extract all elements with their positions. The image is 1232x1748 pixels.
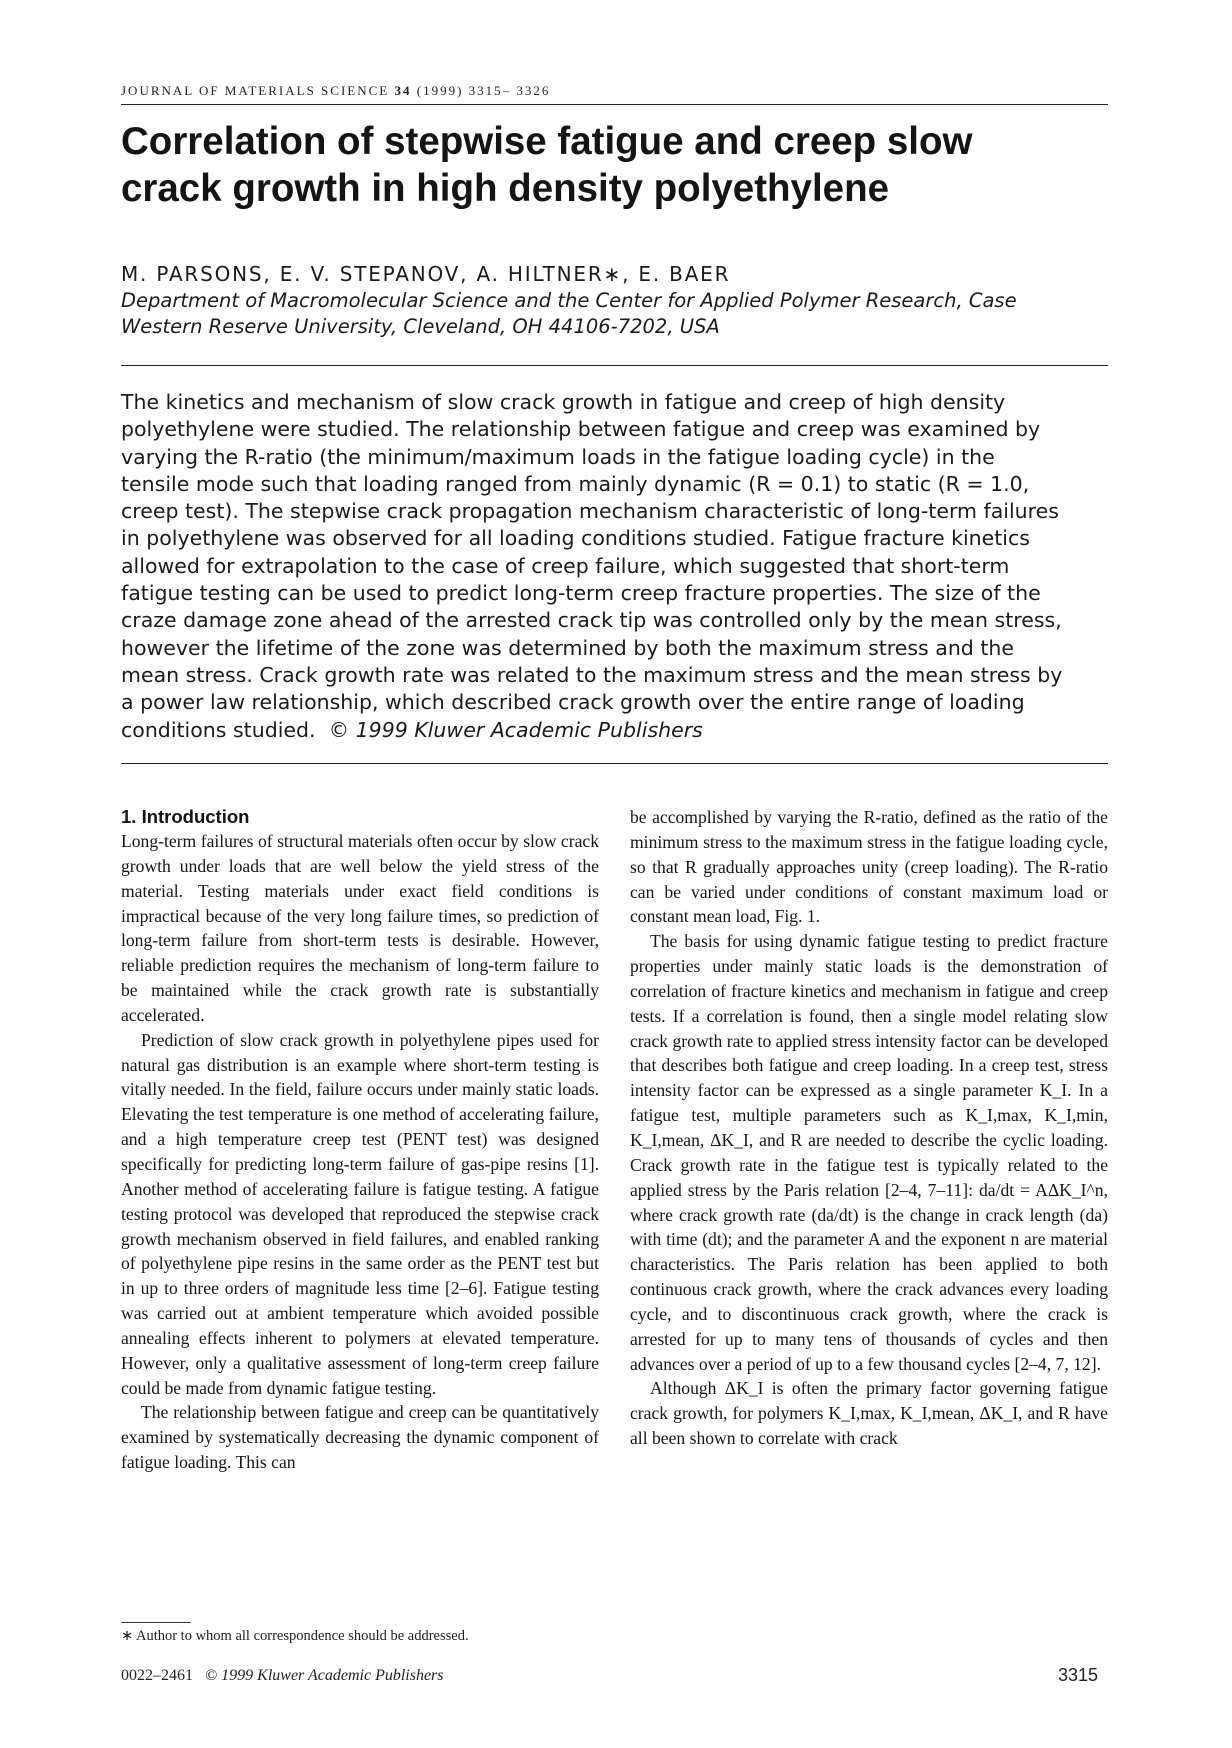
footer-copyright: © 1999 Kluwer Academic Publishers — [205, 1667, 444, 1684]
affiliation-line: Department of Macromolecular Science and the Center for Applied Polymer Research, Case — [121, 289, 1017, 312]
abstract-line: polyethylene were studied. The relationship between fatigue and creep was examined by — [121, 417, 1041, 442]
abstract-line: however the lifetime of the zone was determined by both the maximum stress and the — [121, 635, 1014, 660]
abstract-last-text: conditions studied. — [121, 717, 316, 742]
title-line: Correlation of stepwise fatigue and creep slow — [121, 120, 973, 163]
footnote-rule — [121, 1622, 191, 1623]
body-paragraph: Long-term failures of structural materials often occur by slow crack growth under loads that are well below the yield stress of the material. Testing materials under exact field conditions is impractical because of the very long failure times, so prediction of long-term failure from short-term tests is desirable. However, reliable prediction requires the mechanism of long-term failure to be maintained while the crack growth rate is substantially accelerated. — [121, 831, 599, 1025]
abstract-line: varying the R-ratio (the minimum/maximum loads in the fatigue loading cycle) in the — [121, 444, 995, 469]
title-line: crack growth in high density polyethylene — [121, 167, 890, 210]
page-number: 3315 — [1058, 1665, 1099, 1685]
divider-rule — [121, 365, 1108, 366]
affiliation — [121, 288, 1111, 340]
footer-issn-copyright — [121, 1667, 444, 1685]
section-heading: 1. Introduction — [121, 806, 250, 827]
abstract-line: a power law relationship, which described crack growth over the entire range of loading — [121, 690, 1025, 715]
article-title — [121, 118, 1111, 212]
abstract-line: fatigue testing can be used to predict long-term creep fracture properties. The size of the — [121, 581, 1041, 606]
abstract-copyright: © 1999 Kluwer Academic Publishers — [328, 717, 703, 742]
abstract-line: craze damage zone ahead of the arrested crack tip was controlled only by the mean stress, — [121, 608, 1062, 633]
journal-name: JOURNAL OF MATERIALS SCIENCE — [121, 83, 390, 98]
left-column — [121, 805, 599, 1475]
abstract-line: The kinetics and mechanism of slow crack growth in fatigue and creep of high density — [121, 390, 1006, 414]
abstract — [121, 389, 1111, 744]
abstract-line — [121, 717, 1111, 744]
abstract-line: creep test). The stepwise crack propagation mechanism characteristic of long-term failures — [121, 499, 1059, 524]
journal-header — [121, 83, 1108, 105]
journal-volume: 34 — [394, 83, 412, 98]
body-paragraph: The relationship between fatigue and creep can be quantitatively examined by systematically decreasing the dynamic component of fatigue loading. This can — [121, 1402, 599, 1473]
footer-issn: 0022–2461 — [121, 1667, 193, 1684]
body-paragraph: The basis for using dynamic fatigue testing to predict fracture properties under mainly static loads is the demonstration of correlation of fracture kinetics and mechanism in fatigue and creep tests. If a correlation is found, then a single model relating slow crack growth rate to applied stress intensity factor can be developed that describes both fatigue and creep loading. In a creep test, stress intensity factor can be expressed as a single parameter K_I. In a fatigue test, multiple parameters such as K_I,max, K_I,min, K_I,mean, ΔK_I, and R are needed to describe the cyclic loading. Crack growth rate in the fatigue test is typically related to the applied stress by the Paris relation [2–4, 7–11]: da/dt = AΔK_I^n, where crack growth rate (da/dt) is the change in crack length (da) with time (dt); and the parameter A and the exponent n are material characteristics. The Paris relation has been applied to both continuous crack growth, where the crack advances every loading cycle, and to discontinuous crack growth, where the crack is arrested for up to many tens of thousands of cycles and then advances over a period of up to a few thousand cycles [2–4, 7, 12]. — [630, 931, 1108, 1374]
abstract-line: mean stress. Crack growth rate was related to the maximum stress and the mean stress by — [121, 662, 1063, 687]
abstract-line: tensile mode such that loading ranged from mainly dynamic (R = 0.1) to static (R = 1.0, — [121, 471, 1030, 496]
author-list: M. PARSONS, E. V. STEPANOV, A. HILTNER∗, E. BAER — [121, 262, 731, 286]
right-column — [630, 805, 1108, 1451]
journal-year-pages: (1999) 3315– 3326 — [416, 83, 551, 98]
abstract-line: allowed for extrapolation to the case of creep failure, which suggested that short-term — [121, 553, 1010, 578]
divider-rule — [121, 763, 1108, 764]
body-paragraph: Prediction of slow crack growth in polyethylene pipes used for natural gas distribution is an example where short-term testing is vitally needed. In the field, failure occurs under mainly static loads. Elevating the test temperature is one method of accelerating failure, and a high temperature creep test (PENT test) was designed specifically for predicting long-term failure of gas-pipe resins [1]. Another method of accelerating failure is fatigue testing. A fatigue testing protocol was developed that reproduced the stepwise crack growth mechanism observed in field failures, and enabled ranking of polyethylene pipe resins in the same order as the PENT test but in up to three orders of magnitude less time [2–6]. Fatigue testing was carried out at ambient temperature which avoided possible annealing effects inherent to polymers at elevated temperature. However, only a qualitative assessment of long-term creep failure could be made from dynamic fatigue testing. — [121, 1029, 599, 1398]
abstract-line: in polyethylene was observed for all loading conditions studied. Fatigue fracture kinetics — [121, 526, 1030, 551]
footnote: ∗ Author to whom all correspondence should be addressed. — [121, 1628, 469, 1644]
body-paragraph: Although ΔK_I is often the primary factor governing fatigue crack growth, for polymers K_I,max, K_I,mean, ΔK_I, and R have all been shown to correlate with crack — [630, 1378, 1108, 1449]
affiliation-line: Western Reserve University, Cleveland, OH 44106-7202, USA — [121, 315, 720, 338]
body-paragraph: be accomplished by varying the R-ratio, defined as the ratio of the minimum stress to the maximum stress in the fatigue loading cycle, so that R gradually approaches unity (creep loading). The R-ratio can be varied under conditions of constant maximum load or constant mean load, Fig. 1. — [630, 807, 1108, 927]
